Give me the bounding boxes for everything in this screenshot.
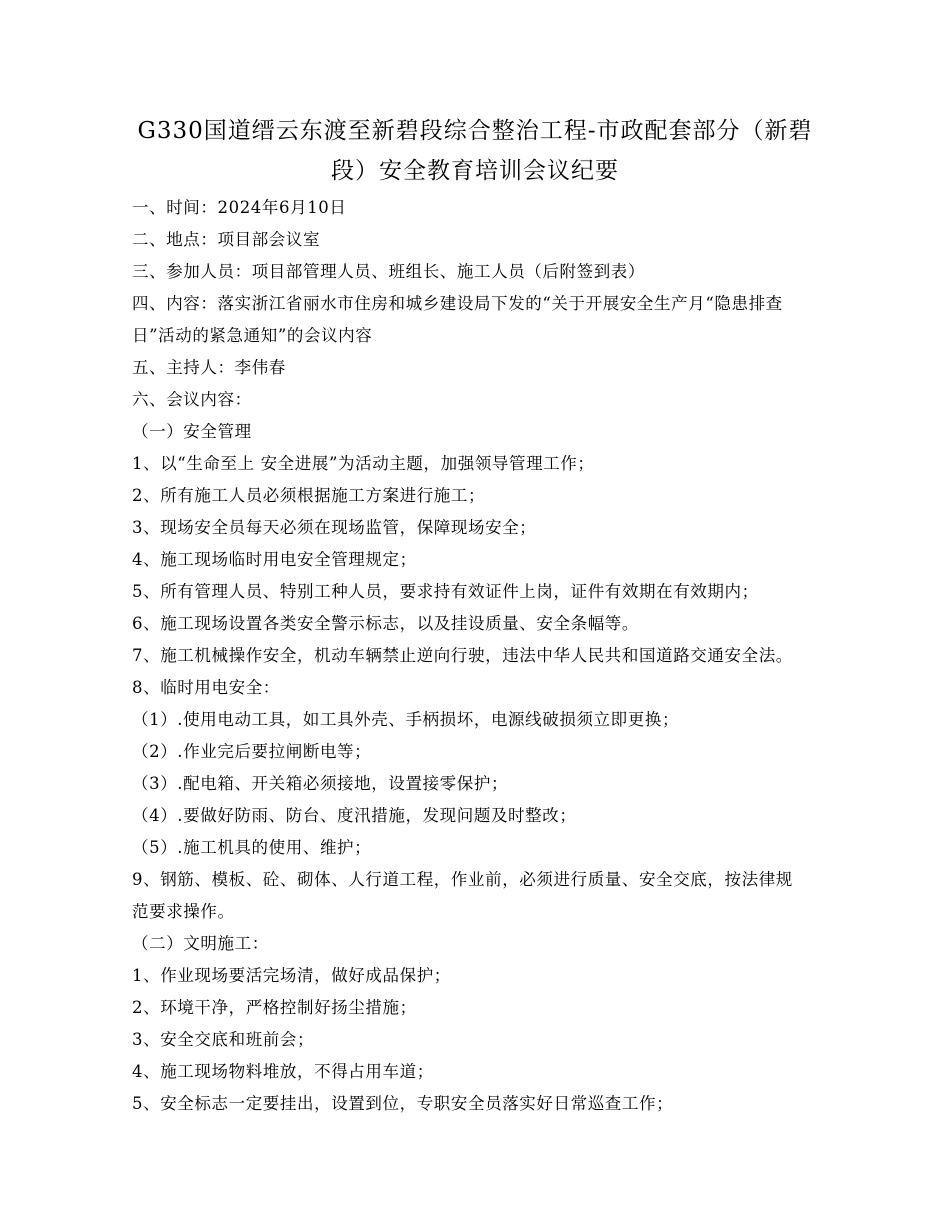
list-item: 6、施工现场设置各类安全警示标志，以及挂设质量、安全条幅等。 xyxy=(132,614,639,633)
subsection-heading-civilized-construction: （二）文明施工： xyxy=(132,934,269,953)
list-item: 5、安全标志一定要挂出，设置到位，专职安全员落实好日常巡查工作； xyxy=(132,1094,674,1113)
meeting-host: 五、主持人：李伟春 xyxy=(132,358,286,377)
subsection-heading-safety-management: （一）安全管理 xyxy=(132,422,252,441)
list-item: 9、钢筋、模板、砼、砌体、人行道工程，作业前，必须进行质量、安全交底，按法律规 xyxy=(132,870,793,889)
list-item: 4、施工现场临时用电安全管理规定； xyxy=(132,550,417,569)
sub-list-item: （3）.配电箱、开关箱必须接地，设置接零保护； xyxy=(132,774,509,793)
list-item: 3、安全交底和班前会； xyxy=(132,1030,315,1049)
list-item: 2、所有施工人员必须根据施工方案进行施工； xyxy=(132,486,486,505)
meeting-content-line-2: 日”活动的紧急通知”的会议内容 xyxy=(132,326,373,345)
meeting-location: 二、地点：项目部会议室 xyxy=(132,230,321,249)
list-item: 5、所有管理人员、特别工种人员，要求持有效证件上岗，证件有效期在有效期内； xyxy=(132,582,759,601)
sub-list-item: （4）.要做好防雨、防台、度汛措施，发现问题及时整改； xyxy=(132,806,577,825)
sub-list-item: （1）.使用电动工具，如工具外壳、手柄损坏，电源线破损须立即更换； xyxy=(132,710,680,729)
meeting-time: 一、时间：2024年6月10日 xyxy=(132,198,347,217)
list-item: 1、作业现场要活完场清，做好成品保护； xyxy=(132,966,451,985)
list-item: 4、施工现场物料堆放，不得占用车道； xyxy=(132,1062,434,1081)
list-item: 3、现场安全员每天必须在现场监管，保障现场安全； xyxy=(132,518,537,537)
title-line-1: G330国道缙云东渡至新碧段综合整治工程-市政配套部分（新碧 xyxy=(137,118,813,144)
list-item-continuation: 范要求操作。 xyxy=(132,902,235,921)
meeting-content-line-1: 四、内容：落实浙江省丽水市住房和城乡建设局下发的“关于开展安全生产月“隐患排查 xyxy=(132,294,783,313)
sub-list-item: （5）.施工机具的使用、维护； xyxy=(132,838,372,857)
document-body xyxy=(132,192,867,1120)
section-heading-meeting-content: 六、会议内容： xyxy=(132,390,252,409)
sub-list-item: （2）.作业完后要拉闸断电等； xyxy=(132,742,372,761)
list-item: 8、临时用电安全： xyxy=(132,678,280,697)
meeting-participants: 三、参加人员：项目部管理人员、班组长、施工人员（后附签到表） xyxy=(132,262,645,281)
document-title xyxy=(110,111,840,191)
list-item: 7、施工机械操作安全，机动车辆禁止逆向行驶，违法中华人民共和国道路交通安全法。 xyxy=(132,646,793,665)
list-item: 2、环境干净，严格控制好扬尘措施； xyxy=(132,998,417,1017)
list-item: 1、以“生命至上 安全进展”为活动主题，加强领导管理工作； xyxy=(132,454,595,473)
title-line-2: 段）安全教育培训会议纪要 xyxy=(331,158,619,184)
